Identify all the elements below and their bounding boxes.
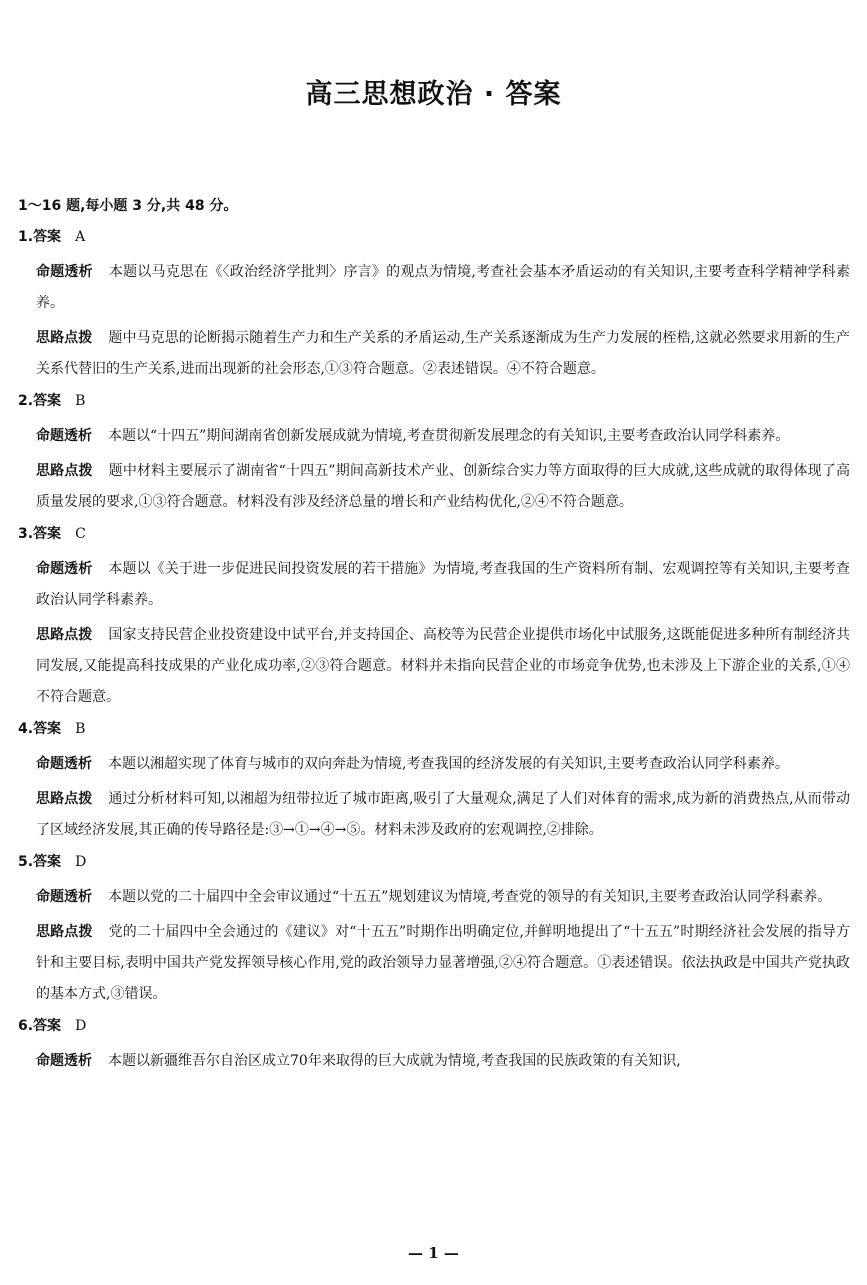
section-intro: 1～16 题,每小题 3 分,共 48 分。 (18, 198, 238, 214)
page-number: — 1 — (408, 1244, 459, 1262)
analysis-label: 命题透析 (36, 264, 93, 280)
question-header (18, 391, 850, 411)
analysis-text: 本题以党的二十届四中全会审议通过“十五五”规划建议为情境,考查党的领导的有关知识,主要考查政治认同学科素养。 (108, 889, 832, 905)
answer-label: 答案 (33, 393, 62, 409)
analysis-label: 命题透析 (36, 561, 93, 577)
analysis-label: 命题透析 (36, 889, 92, 905)
analysis-paragraph (36, 749, 850, 780)
answer-value: C (75, 526, 86, 542)
question-header (18, 719, 850, 739)
hint-text: 题中材料主要展示了湖南省“十四五”期间高新技术产业、创新综合实力等方面取得的巨大成就,这些成就的取得体现了高质量发展的要求,①③符合题意。材料没有涉及经济总量的增长和产业结构优化,②④不符合题意。 (36, 463, 851, 510)
analysis-label: 命题透析 (36, 756, 92, 772)
page-title: 高三思想政治 · 答案 (305, 79, 562, 110)
analysis-paragraph (36, 1046, 850, 1077)
hint-text: 通过分析材料可知,以湘超为纽带拉近了城市距离,吸引了大量观众,满足了人们对体育的需求,成为新的消费热点,从而带动了区域经济发展,其正确的传导路径是:③→①→④→⑤。材料未涉及政府的宏观调控,②排除。 (36, 791, 850, 838)
answer-label: 答案 (33, 721, 62, 737)
analysis-label: 命题透析 (36, 1053, 92, 1069)
hint-label: 思路点拨 (36, 463, 93, 479)
analysis-text: 本题以“十四五”期间湖南省创新发展成就为情境,考查贯彻新发展理念的有关知识,主要考查政治认同学科素养。 (108, 428, 790, 444)
question-block (18, 719, 850, 846)
answer-label: 答案 (33, 526, 62, 542)
hint-label: 思路点拨 (36, 791, 93, 807)
analysis-paragraph (36, 421, 850, 452)
question-number: 4. (18, 721, 34, 737)
hint-text: 党的二十届四中全会通过的《建议》对“十五五”时期作出明确定位,并鲜明地提出了“十五五”时期经济社会发展的指导方针和主要目标,表明中国共产党发挥领导核心作用,党的政治领导力显著增强,②④符合题意。①表述错误。依法执政是中国共产党执政的基本方式,③错误。 (36, 924, 851, 1002)
analysis-text: 本题以新疆维吾尔自治区成立70年来取得的巨大成就为情境,考查我国的民族政策的有关知识, (108, 1053, 681, 1069)
question-block (18, 391, 850, 518)
hint-paragraph (36, 917, 850, 1010)
hint-paragraph (36, 784, 850, 846)
question-number: 1. (18, 229, 34, 245)
analysis-text: 本题以马克思在《〈政治经济学批判〉序言》的观点为情境,考查社会基本矛盾运动的有关知识,主要考查科学精神学科素养。 (36, 264, 851, 311)
hint-label: 思路点拨 (36, 924, 93, 940)
question-header (18, 1016, 850, 1036)
analysis-paragraph (36, 257, 850, 319)
question-number: 3. (18, 526, 34, 542)
answer-value: D (75, 1018, 87, 1034)
analysis-label: 命题透析 (36, 428, 92, 444)
analysis-paragraph (36, 554, 850, 616)
hint-paragraph (36, 456, 850, 518)
question-number: 6. (18, 1018, 34, 1034)
hint-label: 思路点拨 (36, 330, 93, 346)
hint-label: 思路点拨 (36, 627, 93, 643)
hint-text: 题中马克思的论断揭示随着生产力和生产关系的矛盾运动,生产关系逐渐成为生产力发展的桎梏,这就必然要求用新的生产关系代替旧的生产关系,进而出现新的社会形态,①③符合题意。②表述错误。④不符合题意。 (36, 330, 850, 377)
answer-value: A (75, 229, 86, 245)
question-block (18, 852, 850, 1010)
answer-value: B (75, 721, 86, 737)
question-block (18, 524, 850, 713)
analysis-paragraph (36, 882, 850, 913)
analysis-text: 本题以《关于进一步促进民间投资发展的若干措施》为情境,考查我国的生产资料所有制、宏观调控等有关知识,主要考查政治认同学科素养。 (36, 561, 850, 608)
hint-paragraph (36, 620, 850, 713)
question-header (18, 524, 850, 544)
question-header (18, 227, 850, 247)
question-header (18, 852, 850, 872)
hint-paragraph (36, 323, 850, 385)
answer-label: 答案 (33, 854, 62, 870)
answer-content (18, 196, 850, 1081)
question-block (18, 1016, 850, 1077)
hint-text: 国家支持民营企业投资建设中试平台,并支持国企、高校等为民营企业提供市场化中试服务,这既能促进多种所有制经济共同发展,又能提高科技成果的产业化成功率,②③符合题意。材料并未指向民营企业的市场竞争优势,也未涉及上下游企业的关系,①④不符合题意。 (36, 627, 850, 705)
analysis-text: 本题以湘超实现了体育与城市的双向奔赴为情境,考查我国的经济发展的有关知识,主要考查政治认同学科素养。 (108, 756, 789, 772)
question-number: 5. (18, 854, 34, 870)
question-block (18, 227, 850, 385)
answer-label: 答案 (33, 229, 62, 245)
answer-value: B (75, 393, 86, 409)
question-number: 2. (18, 393, 34, 409)
answer-value: D (75, 854, 87, 870)
answer-label: 答案 (33, 1018, 62, 1034)
